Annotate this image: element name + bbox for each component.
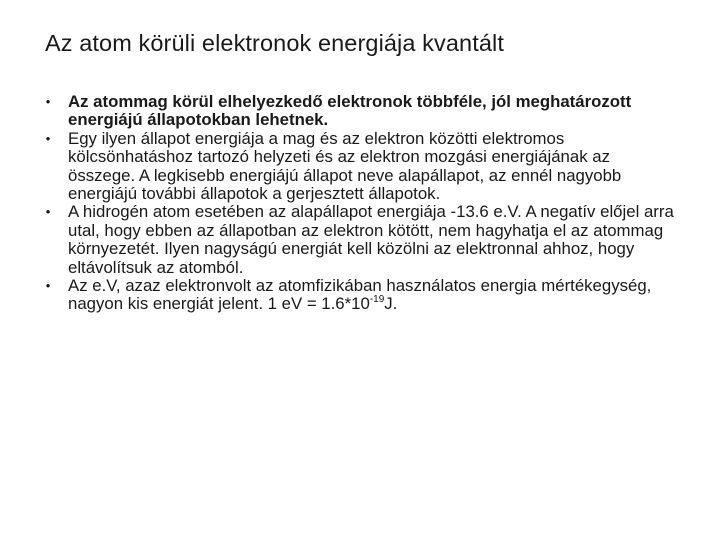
bullet-text: Az atommag körül elhelyezkedő elektronok többféle, jól meghatározott energiájú állapotokban lehetnek. <box>68 92 632 130</box>
bullet-text <box>68 277 680 314</box>
bullet-item <box>40 130 680 204</box>
bullet-icon: • <box>45 204 51 220</box>
bullet-text-main: Az e.V, azaz elektronvolt az atomfizikában használatos energia mértékegység, nagyon kis energiát jelent. 1 eV = 1.6*10 <box>68 276 652 314</box>
bullet-text: A hidrogén atom esetében az alapállapot energiája -13.6 e.V. A negatív előjel arra utal, hogy ebben az állapotban az elektron kötött, nem hagyhatja el az atommag környezetét. Ilyen nagyságú energiát kell közölni az elektronnal ahhoz, hogy eltávolítsuk az atomból. <box>68 202 674 277</box>
bullet-text: Egy ilyen állapot energiája a mag és az elektron közötti elektromos kölcsönhatáshoz tartozó helyzeti és az elektron mozgási energiájának az összege. A legkisebb energiájú állapot neve alapállapot, az ennél nagyobb energiájú további állapotok a gerjesztett állapotok. <box>68 128 622 204</box>
bullet-icon: • <box>45 278 51 294</box>
bullet-item <box>40 277 680 314</box>
exponent: -19 <box>369 293 385 305</box>
bullet-icon: • <box>45 130 51 146</box>
slide-title: Az atom körüli elektronok energiája kvantált <box>45 30 504 56</box>
bullet-icon: • <box>45 94 51 109</box>
bullet-item <box>40 203 680 277</box>
bullet-text-unit: J. <box>384 294 398 314</box>
bullet-list <box>40 93 680 314</box>
bullet-item <box>40 93 680 130</box>
